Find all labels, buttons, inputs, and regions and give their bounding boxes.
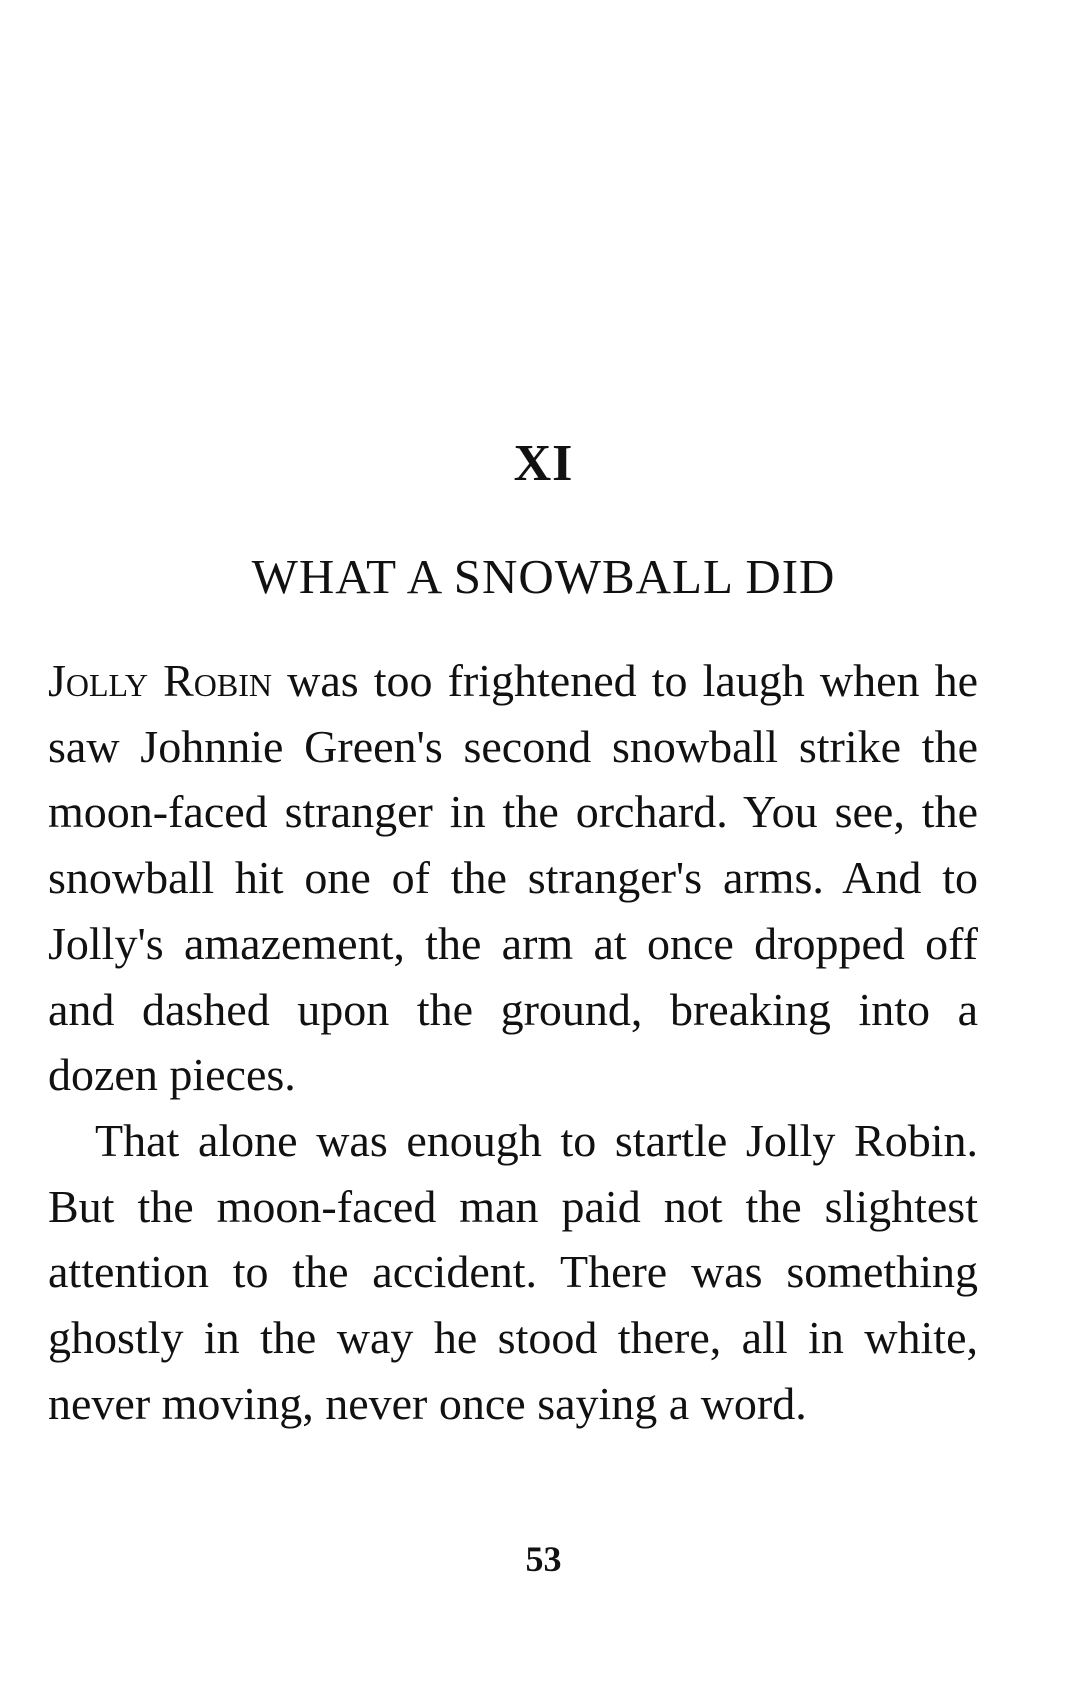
chapter-title: WHAT A SNOWBALL DID <box>251 549 836 604</box>
paragraph-2: That alone was enough to startle Jolly Robin. But the moon-faced man paid not the slightest attention to the accident. There was something ghostly in the way he stood there, all in white, never moving, never once saying a word. <box>48 1114 978 1429</box>
chapter-body <box>48 648 978 1436</box>
paragraph-1-text: was too frightened to laugh when he saw Johnnie Green's second snowball strike the moon-faced stranger in the orchard. You see, the snowball hit one of the stranger's arms. And to Jolly's amazement, the arm at once dropped off and dashed upon the ground, breaking into a dozen pieces. <box>48 655 979 1101</box>
page-number: 53 <box>525 1539 562 1579</box>
lead-word-jolly: Jolly <box>48 655 149 706</box>
paragraph-1 <box>48 648 978 1108</box>
chapter-number: XI <box>513 435 574 492</box>
lead-word-robin: Robin <box>163 655 273 706</box>
